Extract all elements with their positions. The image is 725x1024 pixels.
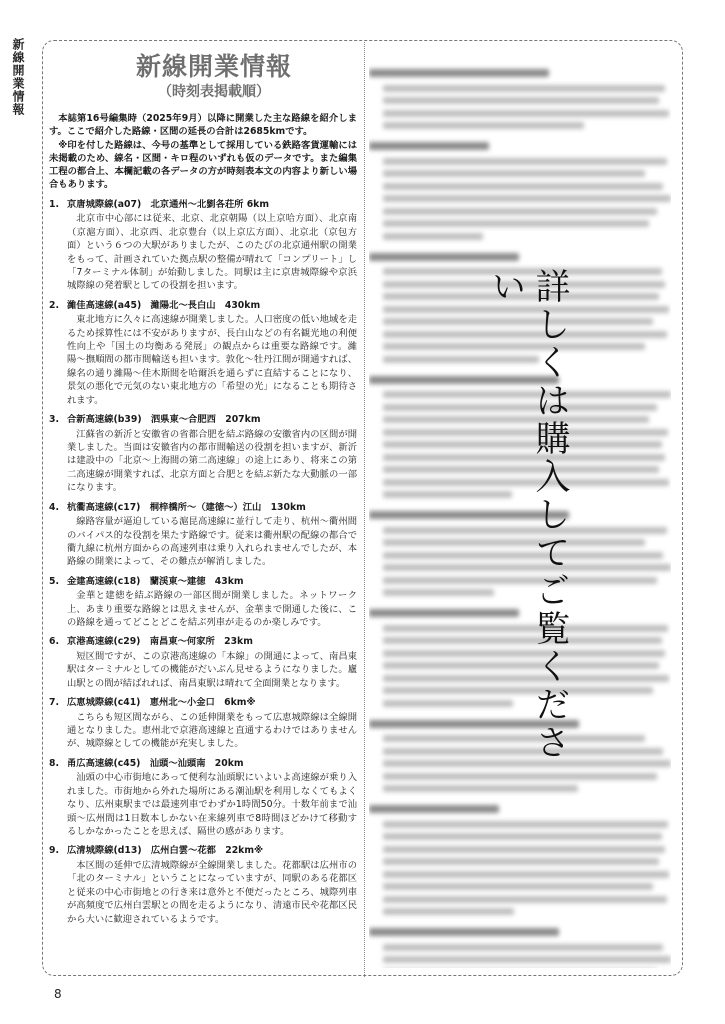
line-entry-body: 江蘇省の新沂と安徽省の省都合肥を結ぶ路線の安徽省内の区間が開業しました。当面は安徽省内の都市間輸送の役割を担いますが、新沂は建設中の「北京〜上海間の第二高速線」の途上にあり、将来この第二高速線が開業すれば、北京方面と合肥とを結ぶ新たな大動脈の一部になります。 (67, 428, 357, 494)
blurred-text-line (383, 318, 653, 325)
blurred-text-line (383, 331, 667, 338)
blurred-text-line (383, 97, 659, 104)
blurred-text-line (383, 356, 539, 363)
line-entry-title: 金建高速線(c18) 蘭渓東〜建徳 43km (67, 575, 244, 587)
blurred-text-line (383, 539, 645, 546)
blurred-text-line (383, 687, 653, 694)
line-entry-body: 東北地方に久々に高速線が開業しました。人口密度の低い地域を走るため採算性には不安がありますが、長白山などの有名観光地の利便性向上や「国土の均衡ある発展」の観点からは重要な路線です。濰陽〜撫順間の都市間輸送も担います。敦化〜牡丹江間が開通すれば、線名の通り濰陽〜佳木斯間を哈爾浜を通らずに直結することになり、景気の悪化で元気のない東北地方の「希望の光」になることも期待されます。 (67, 314, 357, 406)
line-entry-body: 線路容量が逼迫している滬昆高速線に並行して走り、杭州〜衢州間のバイパス的な役割を果たす路線です。従来は衢州駅の配線の都合で衢九線に杭州方面からの高速列車は乗り入れられませんでしたが、本路線の開業によって、その難点が解消しました。 (67, 516, 357, 568)
blurred-text-line (383, 208, 657, 215)
line-entry-title: 濰佳高速線(a45) 濰陽北〜長白山 430km (67, 299, 261, 311)
line-entry-number: 6. (49, 636, 60, 648)
purchase-notice: 詳しくは購入してご覧ください (486, 268, 570, 762)
line-entry-heading (49, 413, 357, 427)
blurred-text-line (383, 391, 671, 398)
blurred-preview (369, 67, 671, 968)
line-entry-heading (49, 635, 357, 649)
line-entry-body: 本区間の延伸で広清城際線が全線開業しました。花都駅は広州市の「北のターミナル」ということになっていますが、同駅のある花都区と従来の中心市街地との行き来は意外と不便だったところ、城際列車が高頻度で広州白雲駅との間を走るようになり、清遠市民や花都区民から大いに歓迎されているようです。 (67, 859, 357, 925)
blurred-text-line (383, 564, 671, 571)
blurred-text-line (383, 637, 662, 644)
line-entry-title: 合新高速線(b39) 泗県東〜合肥西 207km (67, 414, 261, 426)
blurred-text-line (383, 110, 669, 117)
line-entry-title: 京港高速線(c29) 南昌東〜何家所 23km (67, 636, 253, 648)
line-entry-number: 3. (49, 414, 60, 426)
line-entry-body: こちらも短区間ながら、この延伸開業をもって広恵城際線は全線開通となりました。恵州北で京港高速線と直通するわけではありませんが、城際線としての機能が充実しました。 (67, 711, 357, 750)
line-entry (49, 575, 357, 630)
blurred-text-line (383, 908, 514, 915)
line-entry-number: 9. (49, 845, 60, 857)
blurred-text-line (383, 662, 659, 669)
blurred-text-line (383, 896, 667, 903)
blurred-text-line (383, 577, 657, 584)
blurred-text-line (383, 675, 669, 682)
blurred-text-line (383, 956, 671, 963)
blurred-text-line (383, 306, 669, 313)
blurred-text-line (383, 233, 483, 240)
blurred-text-line (383, 220, 649, 227)
line-entry (49, 844, 357, 926)
blurred-text-line (383, 650, 665, 657)
line-entry-body: 北京市中心部には従来、北京、北京朝陽（以上京哈方面）、北京南（京滬方面）、北京西、北京豊台（以上京広方面）、北京北（京包方面）という６つの大駅がありましたが、このたびの北京通州駅の開業をもって、計画されていた拠点駅の整備が晴れて「コンプリート」し「7ターミナル体制」が始動しました。同駅は主に京唐城際線や京浜城際線の発着駅としての役割を担います。 (67, 213, 357, 292)
line-entry-heading (49, 575, 357, 589)
blurred-text-line (383, 158, 667, 165)
blurred-text-line (383, 760, 671, 767)
blurred-text-line (383, 785, 578, 792)
blurred-text-line (383, 700, 513, 707)
blurred-text-line (383, 429, 668, 436)
line-entry-number: 1. (49, 198, 60, 210)
blurred-heading (369, 509, 671, 521)
blurred-text-line (383, 195, 671, 202)
line-entry-heading (49, 844, 357, 858)
line-entry (49, 198, 357, 293)
line-entry-heading (49, 757, 357, 771)
blurred-heading (369, 67, 671, 79)
blurred-text-line (383, 170, 645, 177)
line-entry (49, 757, 357, 839)
line-entry-title: 広恵城際線(c41) 恵州北〜小金口 6km※ (67, 697, 256, 709)
blurred-heading (369, 926, 671, 938)
line-entry-body: 短区間ですが、この京港高速線の「本線」の開通によって、南昌東駅はターミナルとしての機能がだいぶん見せるようになりました。廬山駅との間が結ばれれば、南昌東駅は晴れて全面開業となります。 (67, 650, 357, 689)
blurred-text-line (383, 552, 663, 559)
blurred-text-line (383, 183, 663, 190)
line-entry-heading (49, 198, 357, 212)
blurred-text-line (383, 85, 665, 92)
blurred-text-line (383, 454, 665, 461)
blurred-text-line (383, 735, 645, 742)
line-entry-heading (49, 299, 357, 313)
blurred-text-line (383, 858, 659, 865)
line-entry (49, 696, 357, 751)
left-column (49, 52, 357, 926)
right-column-blurred (369, 56, 671, 968)
blurred-heading (369, 374, 671, 386)
line-entry-number: 7. (49, 697, 60, 709)
blurred-text-line (383, 527, 667, 534)
line-entry-body: 汕頭の中心市街地にあって便利な汕頭駅にいよいよ高速線が乗り入れました。市街地から外れた場所にある潮汕駅を利用しなくてもよくなり、広州東駅までは最速列車でわずか1時間50分。十数年前まで汕頭〜広州間は1日数本しかない在来線列車で8時間ほどかけて移動するしかなかったことを思えば、隔世の感があります。 (67, 772, 357, 837)
line-entry-title: 甬広高速線(c45) 汕頭〜汕頭南 20km (67, 757, 244, 769)
blurred-text-line (383, 625, 668, 632)
blurred-heading (369, 803, 671, 815)
blurred-text-line (383, 944, 663, 951)
blurred-text-line (383, 441, 662, 448)
intro-text (49, 112, 357, 192)
page-number: 8 (54, 987, 62, 1001)
blurred-text-line (383, 491, 512, 498)
blurred-text-line (383, 466, 659, 473)
line-entry-number: 8. (49, 757, 60, 769)
page-title: 新線開業情報 (135, 52, 292, 81)
blurred-text-line (383, 833, 662, 840)
blurred-text-line (383, 343, 645, 350)
line-entry-heading (49, 696, 357, 710)
blurred-text-line (383, 479, 669, 486)
blurred-text-line (383, 821, 668, 828)
line-entry-number: 4. (49, 501, 60, 513)
section-side-label: 新線開業情報 (11, 38, 25, 116)
entry-list (49, 198, 357, 926)
blurred-text-line (383, 846, 665, 853)
blurred-text-line (383, 416, 649, 423)
column-divider (364, 42, 365, 977)
line-entry-title: 広清城際線(d13) 広州白雲〜花都 22km※ (67, 845, 264, 857)
page-subtitle: （時刻表掲載順） (158, 84, 270, 100)
line-entry-number: 2. (49, 299, 60, 311)
line-entry (49, 501, 357, 569)
blurred-text-line (383, 404, 657, 411)
line-entry-title: 京唐城際線(a07) 北京通州〜北劉各荘所 6km (67, 198, 270, 210)
blurred-text-line (383, 748, 663, 755)
blurred-heading (369, 718, 671, 730)
line-entry (49, 635, 357, 690)
blurred-text-line (383, 589, 494, 596)
blurred-heading (369, 140, 671, 152)
blurred-heading (369, 607, 671, 619)
line-entry (49, 299, 357, 407)
line-entry-number: 5. (49, 575, 60, 587)
blurred-text-line (383, 773, 657, 780)
line-entry (49, 413, 357, 495)
blurred-heading (369, 251, 671, 263)
blurred-text-line (383, 122, 584, 129)
intro-note: ※印を付した路線は、今号の基準として採用している鉄路客貨運輸には未掲載のため、線名・区間・キロ程のいずれも仮のデータです。また編集工程の都合上、本欄記載の各データの方が時刻表本文の内容より新しい場合もあります。 (49, 139, 357, 191)
intro-paragraph: 本誌第16号編集時（2025年9月）以降に開業した主な路線を紹介します。ここで紹介した路線・区間の延長の合計は2685kmです。 (49, 113, 357, 138)
blurred-text-line (383, 883, 653, 890)
line-entry-heading (49, 501, 357, 515)
blurred-text-line (383, 871, 669, 878)
line-entry-body: 金華と建徳を結ぶ路線の一部区間が開業しました。ネットワーク上、あまり重要な路線とは思えませんが、金華まで開通した後に、この路線を通ってどことどこを結ぶ列車が走るのか楽しみです。 (67, 590, 357, 629)
line-entry-title: 杭衢高速線(c17) 桐梓橋所〜（建徳〜）江山 130km (67, 501, 306, 513)
